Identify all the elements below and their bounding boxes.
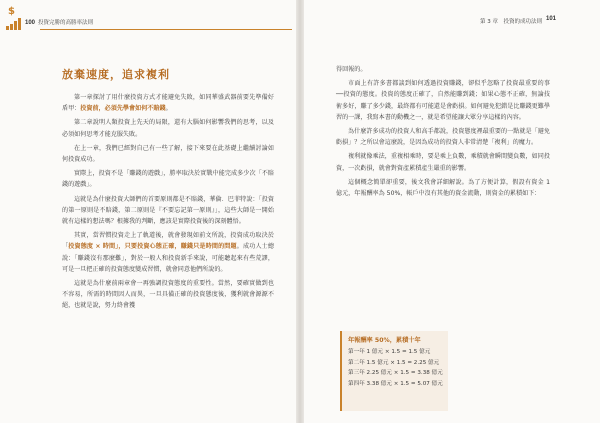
paragraph: 這就是為什麼投資大師們的首要原則都是不賠錢，華倫．巴菲特說：「投資的第一原則是不賠錢，第二原則是『不要忘記第一原則』」，這些大師是一開始就有這樣的想法嗎？根據我的判斷，應該是實際投資後的深刻體悟。 — [62, 195, 274, 226]
paragraph: 實際上，投資不是「賺錢的遊戲」，勝率取決於實戰中能完成多少次「不賠錢的遊戲」。 — [62, 170, 274, 189]
money-chart-logo-icon: $ — [6, 6, 22, 30]
section-title: 放棄速度，追求複利 — [62, 68, 170, 81]
highlight-text: 投資前，必須先學會如何不賠錢 — [80, 105, 166, 113]
paragraph: 市面上有許多書都談到如何透過投資賺錢，卻似乎忽略了投資最重要的事──投資的態度。投資的態度正確了，自然能賺到錢；如果心態不正確，無論技術多好，賺了多少錢，最終都有可能還是會虧損。如何避免犯錯是比賺錢更難學習的一課，我寫本書的動機之一，就是希望能讓大眾分享這樣的內容。 — [336, 80, 550, 121]
right-page-number: 101 — [546, 16, 557, 22]
book-gutter — [296, 0, 304, 423]
paragraph: 其實，當習慣投資走上了軌道後，就會發現如前文所說，投資成功取決於「投資態度 × 時間」，只要投資心態正確，賺錢只是時間的問題。成功人士總說：「賺錢沒有那麼難」，對於一般人和投資新手來說，可能聽起來有些荒謬，可是一旦把正確的投資態度變成習慣，就會同意他們所說的。 — [62, 232, 275, 273]
callout-row: 第四年 3.38 億元 × 1.5 = 5.07 億元 — [348, 380, 443, 387]
callout-row: 第三年 2.25 億元 × 1.5 = 3.38 億元 — [348, 370, 443, 376]
callout-title: 年報酬率 50%，累積十年 — [348, 337, 421, 344]
right-page-header — [480, 16, 556, 26]
paragraph: 在上一章，我們已經對自己有一些了解，接下來要在此基礎上繼續討論如何投資成功。 — [62, 144, 274, 164]
paragraph: 第一章探討了用什麼投資方式才能避免失敗，如同華盛武器前要先準備好盾甲：投資前，必須先學會如何不賠錢。 — [62, 94, 274, 113]
left-body-text — [62, 92, 274, 315]
paragraph: 這就是為什麼前兩章會一再強調投資態度的重要性。當然，要確實做到也不容易，所需的時間因人而異，一旦具備正確的投資態度後，獲利就會源源不絕，也就是說，努力終會獲 — [62, 280, 274, 310]
callout-row: 第一年 1 億元 × 1.5 = 1.5 億元 — [348, 349, 431, 355]
book-title: 投資完勝的高勝率法則 — [38, 20, 94, 26]
compound-interest-callout — [340, 331, 448, 411]
left-page-number: 100 — [25, 20, 36, 26]
chapter-title: 第 3 章 投資的成功法則 — [480, 19, 542, 25]
callout-row: 第二年 1.5 億元 × 1.5 = 2.25 億元 — [348, 359, 440, 366]
paragraph: 為什麼許多成功的投資人和高手都說，投資態度裡最重要的一點就是「避免虧損」？之所以會這麼說，是因為成功的投資人非常清楚「複利」的魔力。 — [336, 128, 550, 147]
header-rule — [40, 29, 292, 30]
paragraph: 複利就像乘法，重複相乘時，要是乘上負數，乘積就會瞬間變負數，如同投資，一次虧損，就會對資產累積產生嚴重的影響。 — [336, 153, 550, 172]
right-body-text — [336, 64, 550, 202]
paragraph: 這個概念簡單卻重要，後文我會詳細解說。為了方便計算，假設有資金 1 億元，年報酬率為 50%，帳戶中沒有其他的資金流動，則資金的累積如下： — [336, 178, 550, 198]
paragraph: 第二章說明人類投資上先天的局限，還有大腦如何影響我們的思考，以及必須如何思考才能克服失敗。 — [62, 119, 274, 138]
highlight-text: 投資態度 × 時間」，只要投資心態正確，賺錢只是時間的問題 — [68, 243, 237, 251]
left-page-header — [6, 4, 93, 30]
paragraph: 得回報的。 — [336, 66, 367, 73]
